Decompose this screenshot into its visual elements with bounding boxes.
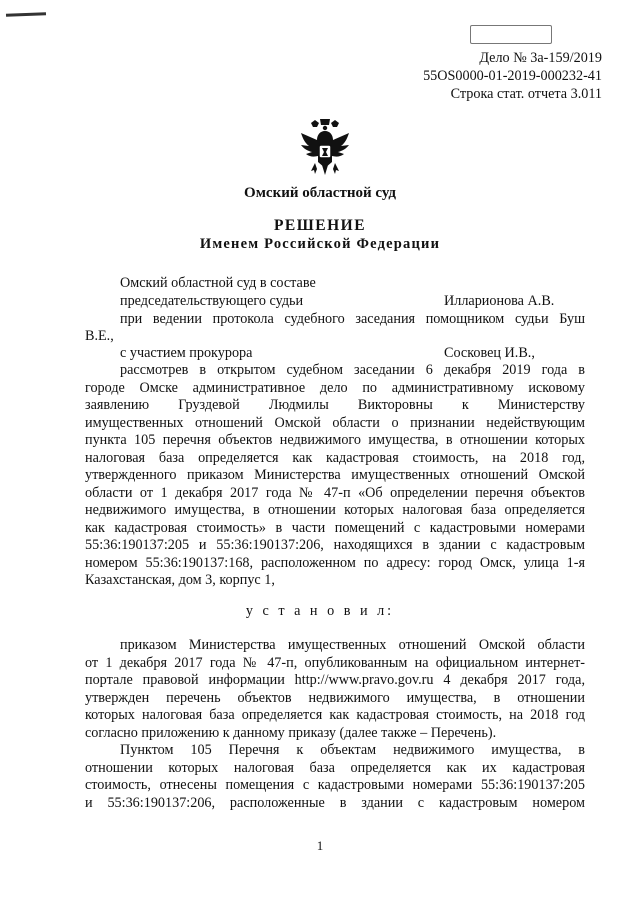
paragraph-line: стоимость, отнесены помещения с кадастровыми номерами 55:36:190137:205 [85,777,585,793]
body-line: рассмотрев в открытом судебном заседании 6 декабря 2019 года в [120,362,585,378]
composition-intro: Омский областной суд в составе [120,275,316,291]
paragraph-line: приказом Министерства имущественных отношений Омской области [120,637,585,653]
body-line: утвержденного приказом Министерства имущественных отношений Омской [85,467,585,483]
body-line: области от 1 декабря 2017 года № 47-п «Об определении перечня объектов [85,485,585,501]
stat-line: Строка стат. отчета 3.011 [450,86,602,102]
prosecutor-label: с участием прокурора [120,345,253,361]
paragraph-line: согласно приложению к данному приказу (далее также – Перечень). [85,725,497,741]
body-line: городе Омске административное дело по административному исковому [85,380,585,396]
document-title: РЕШЕНИЕ [273,217,367,234]
registration-stamp [470,25,552,44]
page-number: 1 [316,838,324,853]
scan-artifact-line [6,12,46,16]
paragraph-line: портале правовой информации http://www.pravo.gov.ru 4 декабря 2017 года, [85,672,585,688]
russian-coat-of-arms-icon [298,119,352,177]
case-uid: 55OS0000-01-2019-000232-41 [423,68,602,84]
paragraph-line: которых налоговая база определяется как кадастровая стоимость, на 2018 год [85,707,585,723]
secretary-line: при ведении протокола судебного заседания помощником судьи Буш [120,311,585,327]
body-line: налоговая база определяется как кадастровая стоимость, на 2018 год, [85,450,585,466]
ustanovil-heading: у с т а н о в и л: [245,603,395,619]
body-line: пункта 105 перечня объектов недвижимого имущества, в отношении которых [85,432,585,448]
paragraph-line: и 55:36:190137:206, расположенные в здании с кадастровым номером [85,795,585,811]
body-line: имущественных отношений Омской области о признании недействующим [85,415,585,431]
body-line: как кадастровая стоимость» в части помещений с кадастровыми номерами [85,520,585,536]
body-line: заявлению Груздевой Людмилы Викторовны к Министерству [85,397,585,413]
body-line: номером 55:36:190137:168, расположенном по адресу: город Омск, улица 1-я [85,555,585,571]
document-subtitle: Именем Российской Федерации [199,236,441,252]
secretary-continuation: В.Е., [85,328,114,344]
paragraph-line: от 1 декабря 2017 года № 47-п, опубликованным на официальном интернет- [85,655,585,671]
body-line: Казахстанская, дом 3, корпус 1, [85,572,275,588]
presiding-label: председательствующего судьи [120,293,304,309]
paragraph-line: Пунктом 105 Перечня к объектам недвижимого имущества, в [120,742,585,758]
case-number: Дело № 3а-159/2019 [479,50,602,66]
paragraph-line: утвержден перечень объектов недвижимого имущества, в отношении [85,690,585,706]
presiding-name: Илларионова А.В. [444,293,555,309]
court-name: Омский областной суд [244,185,396,201]
body-line: 55:36:190137:205 и 55:36:190137:206, находящихся в здании с кадастровым [85,537,585,553]
body-line: недвижимого имущества, в отношении которых налоговая база определяется [85,502,585,518]
prosecutor-name: Сосковец И.В., [444,345,535,361]
paragraph-line: отношении которых налоговая база определяется как их кадастровая [85,760,585,776]
